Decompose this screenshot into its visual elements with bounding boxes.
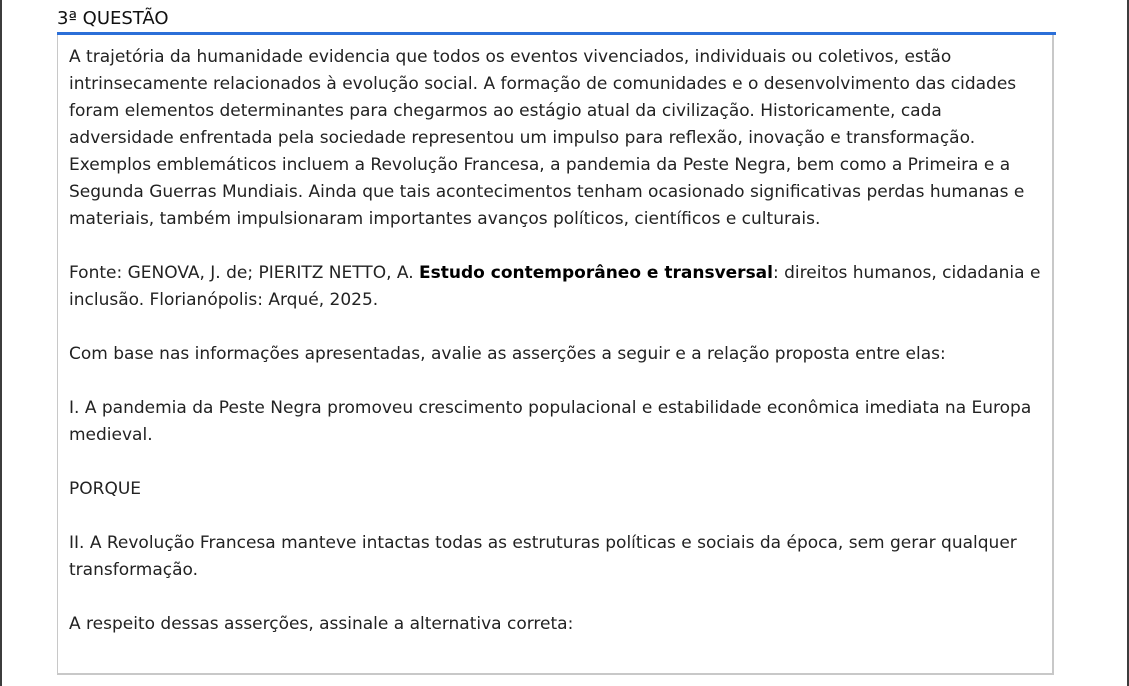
left-border-line <box>0 0 2 686</box>
connector-text: PORQUE <box>69 479 142 499</box>
question-box <box>57 35 1054 675</box>
answer-prompt: A respeito dessas asserções, assinale a alternativa correta: <box>69 614 574 634</box>
instruction-paragraph: Com base nas informações apresentadas, avalie as asserções a seguir e a relação proposta entre elas: <box>69 344 946 364</box>
source-book-title: Estudo contemporâneo e transversal <box>419 263 773 283</box>
question-content <box>69 44 1044 665</box>
question-title: 3ª QUESTÃO <box>57 8 169 29</box>
source-suffix: : direitos humanos, cidadania e inclusão. Florianópolis: Arqué, 2025. <box>69 263 1041 310</box>
intro-paragraph: A trajetória da humanidade evidencia que todos os eventos vivenciados, individuais ou coletivos, estão intrinsecamente relacionados à evolução social. A formação de comunidades e o desenvolvimento das cidades foram elementos determinantes para chegarmos ao estágio atual da civilização. Historicamente, cada adversidade enfrentada pela sociedade representou um impulso para reflexão, inovação e transformação. Exemplos emblemáticos incluem a Revolução Francesa, a pandemia da Peste Negra, bem como a Primeira e a Segunda Guerras Mundiais. Ainda que tais acontecimentos tenham ocasionado significativas perdas humanas e materiais, também impulsionaram importantes avanços políticos, científicos e culturais. <box>69 47 1025 229</box>
source-prefix: Fonte: GENOVA, J. de; PIERITZ NETTO, A. <box>69 263 420 283</box>
assertion-1: I. A pandemia da Peste Negra promoveu crescimento populacional e estabilidade econômica imediata na Europa medieval. <box>69 398 1032 445</box>
source-citation <box>69 260 1044 314</box>
assertion-2: II. A Revolução Francesa manteve intactas todas as estruturas políticas e sociais da época, sem gerar qualquer transformação. <box>69 533 1017 580</box>
